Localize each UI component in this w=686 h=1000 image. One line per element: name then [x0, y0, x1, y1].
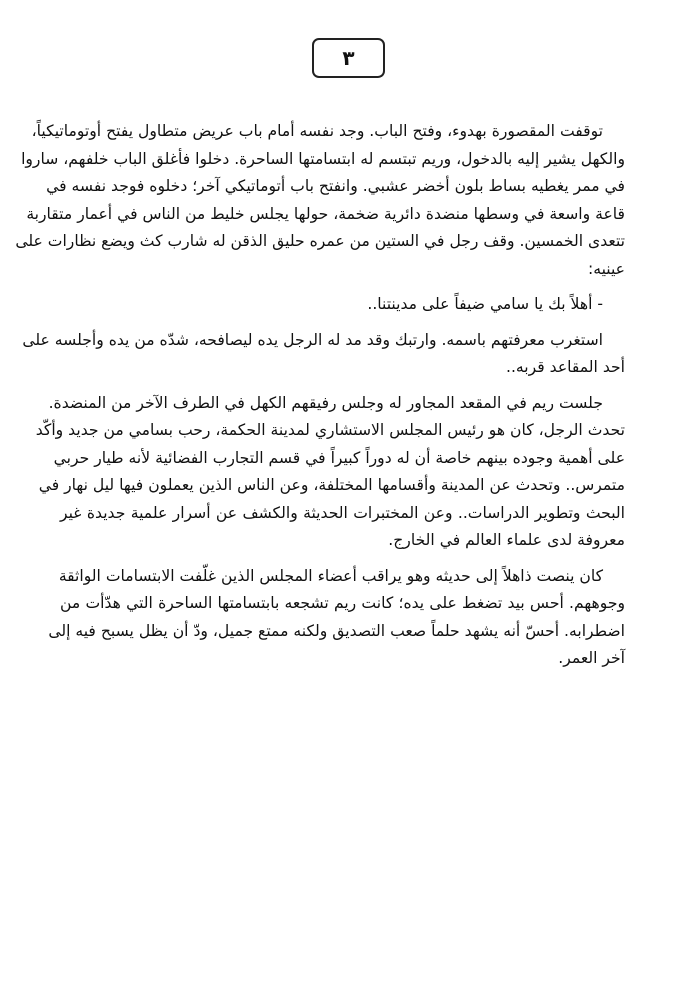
text-line: تتعدى الخمسين. وقف رجل في الستين من عمره حليق الذقن له شارب كث ويضع نظارات على [15, 232, 625, 250]
text-line: تحدث الرجل، كان هو رئيس المجلس الاستشاري لمدينة الحكمة، رحب بسامي من جديد وأكّد [35, 421, 625, 439]
paragraph [48, 563, 625, 673]
text-line: عينيه: [587, 259, 625, 278]
page-number-box [312, 38, 385, 78]
text-line: البحث وتطوير الدراسات.. وعن المختبرات الحديثة والكشف عن أسرار علمية جديدة غير [60, 503, 625, 522]
text-line: أحد المقاعد قربه.. [506, 358, 625, 376]
text-line: توقفت المقصورة بهدوء، وفتح الباب. وجد نفسه أمام باب عريض متطاول يفتح أوتوماتيكياً، [31, 122, 603, 140]
text-line: وجوههم. أحس بيد تضغط على يده؛ كانت ريم تشجعه بابتسامتها الساحرة التي هدّأت من [60, 594, 625, 612]
text-line: جلست ريم في المقعد المجاور له وجلس رفيقهم الكهل في الطرف الآخر من المنضدة. [48, 393, 603, 412]
document-body [15, 118, 625, 673]
paragraph [35, 390, 625, 555]
text-line: آخر العمر. [558, 649, 625, 667]
text-line: قاعة واسعة في وسطها منضدة دائرية ضخمة، حولها يجلس خليط من الناس في أعمار متقاربة [26, 204, 625, 223]
text-line: اضطرابه. أحسّ أنه يشهد حلماً صعب التصديق ولكنه ممتع جميل، ودّ أن يظل يسبح فيه إلى [48, 621, 625, 640]
paragraph [60, 291, 625, 319]
text-line: على أهمية وجوده بينهم خاصة أن له دوراً كبيراً في قسم التجارب الفضائية لأنه طيار حربي [53, 448, 625, 467]
paragraph [22, 327, 625, 382]
text-line: استغرب معرفتهم باسمه. وارتبك وقد مد له الرجل يده ليصافحه، شدّه من يده وأجلسه على [22, 330, 603, 349]
page-number: ٣ [342, 46, 355, 70]
text-line: في ممر يغطيه بساط بلون أخضر عشبي. وانفتح باب أتوماتيكي آخر؛ دخلوه فوجد نفسه في [46, 177, 625, 195]
text-line: والكهل يشير إليه بالدخول، وريم تبتسم له ابتسامتها الساحرة. دخلوا فأغلق الباب خلفهم، ساروا [21, 149, 625, 168]
paragraph [15, 118, 625, 283]
dialogue-line: - أهلاً بك يا سامي ضيفاً على مدينتنا.. [367, 295, 603, 313]
text-line: متمرس.. وتحدث عن المدينة وأقسامها المختلفة، وعن الناس الذين يعملون فيها ليل نهار في [38, 476, 625, 494]
text-line: كان ينصت ذاهلاً إلى حديثه وهو يراقب أعضاء المجلس الذين غلّفت الابتسامات الواثقة [58, 566, 603, 585]
text-line: معروفة لدى علماء العالم في الخارج. [388, 531, 625, 549]
